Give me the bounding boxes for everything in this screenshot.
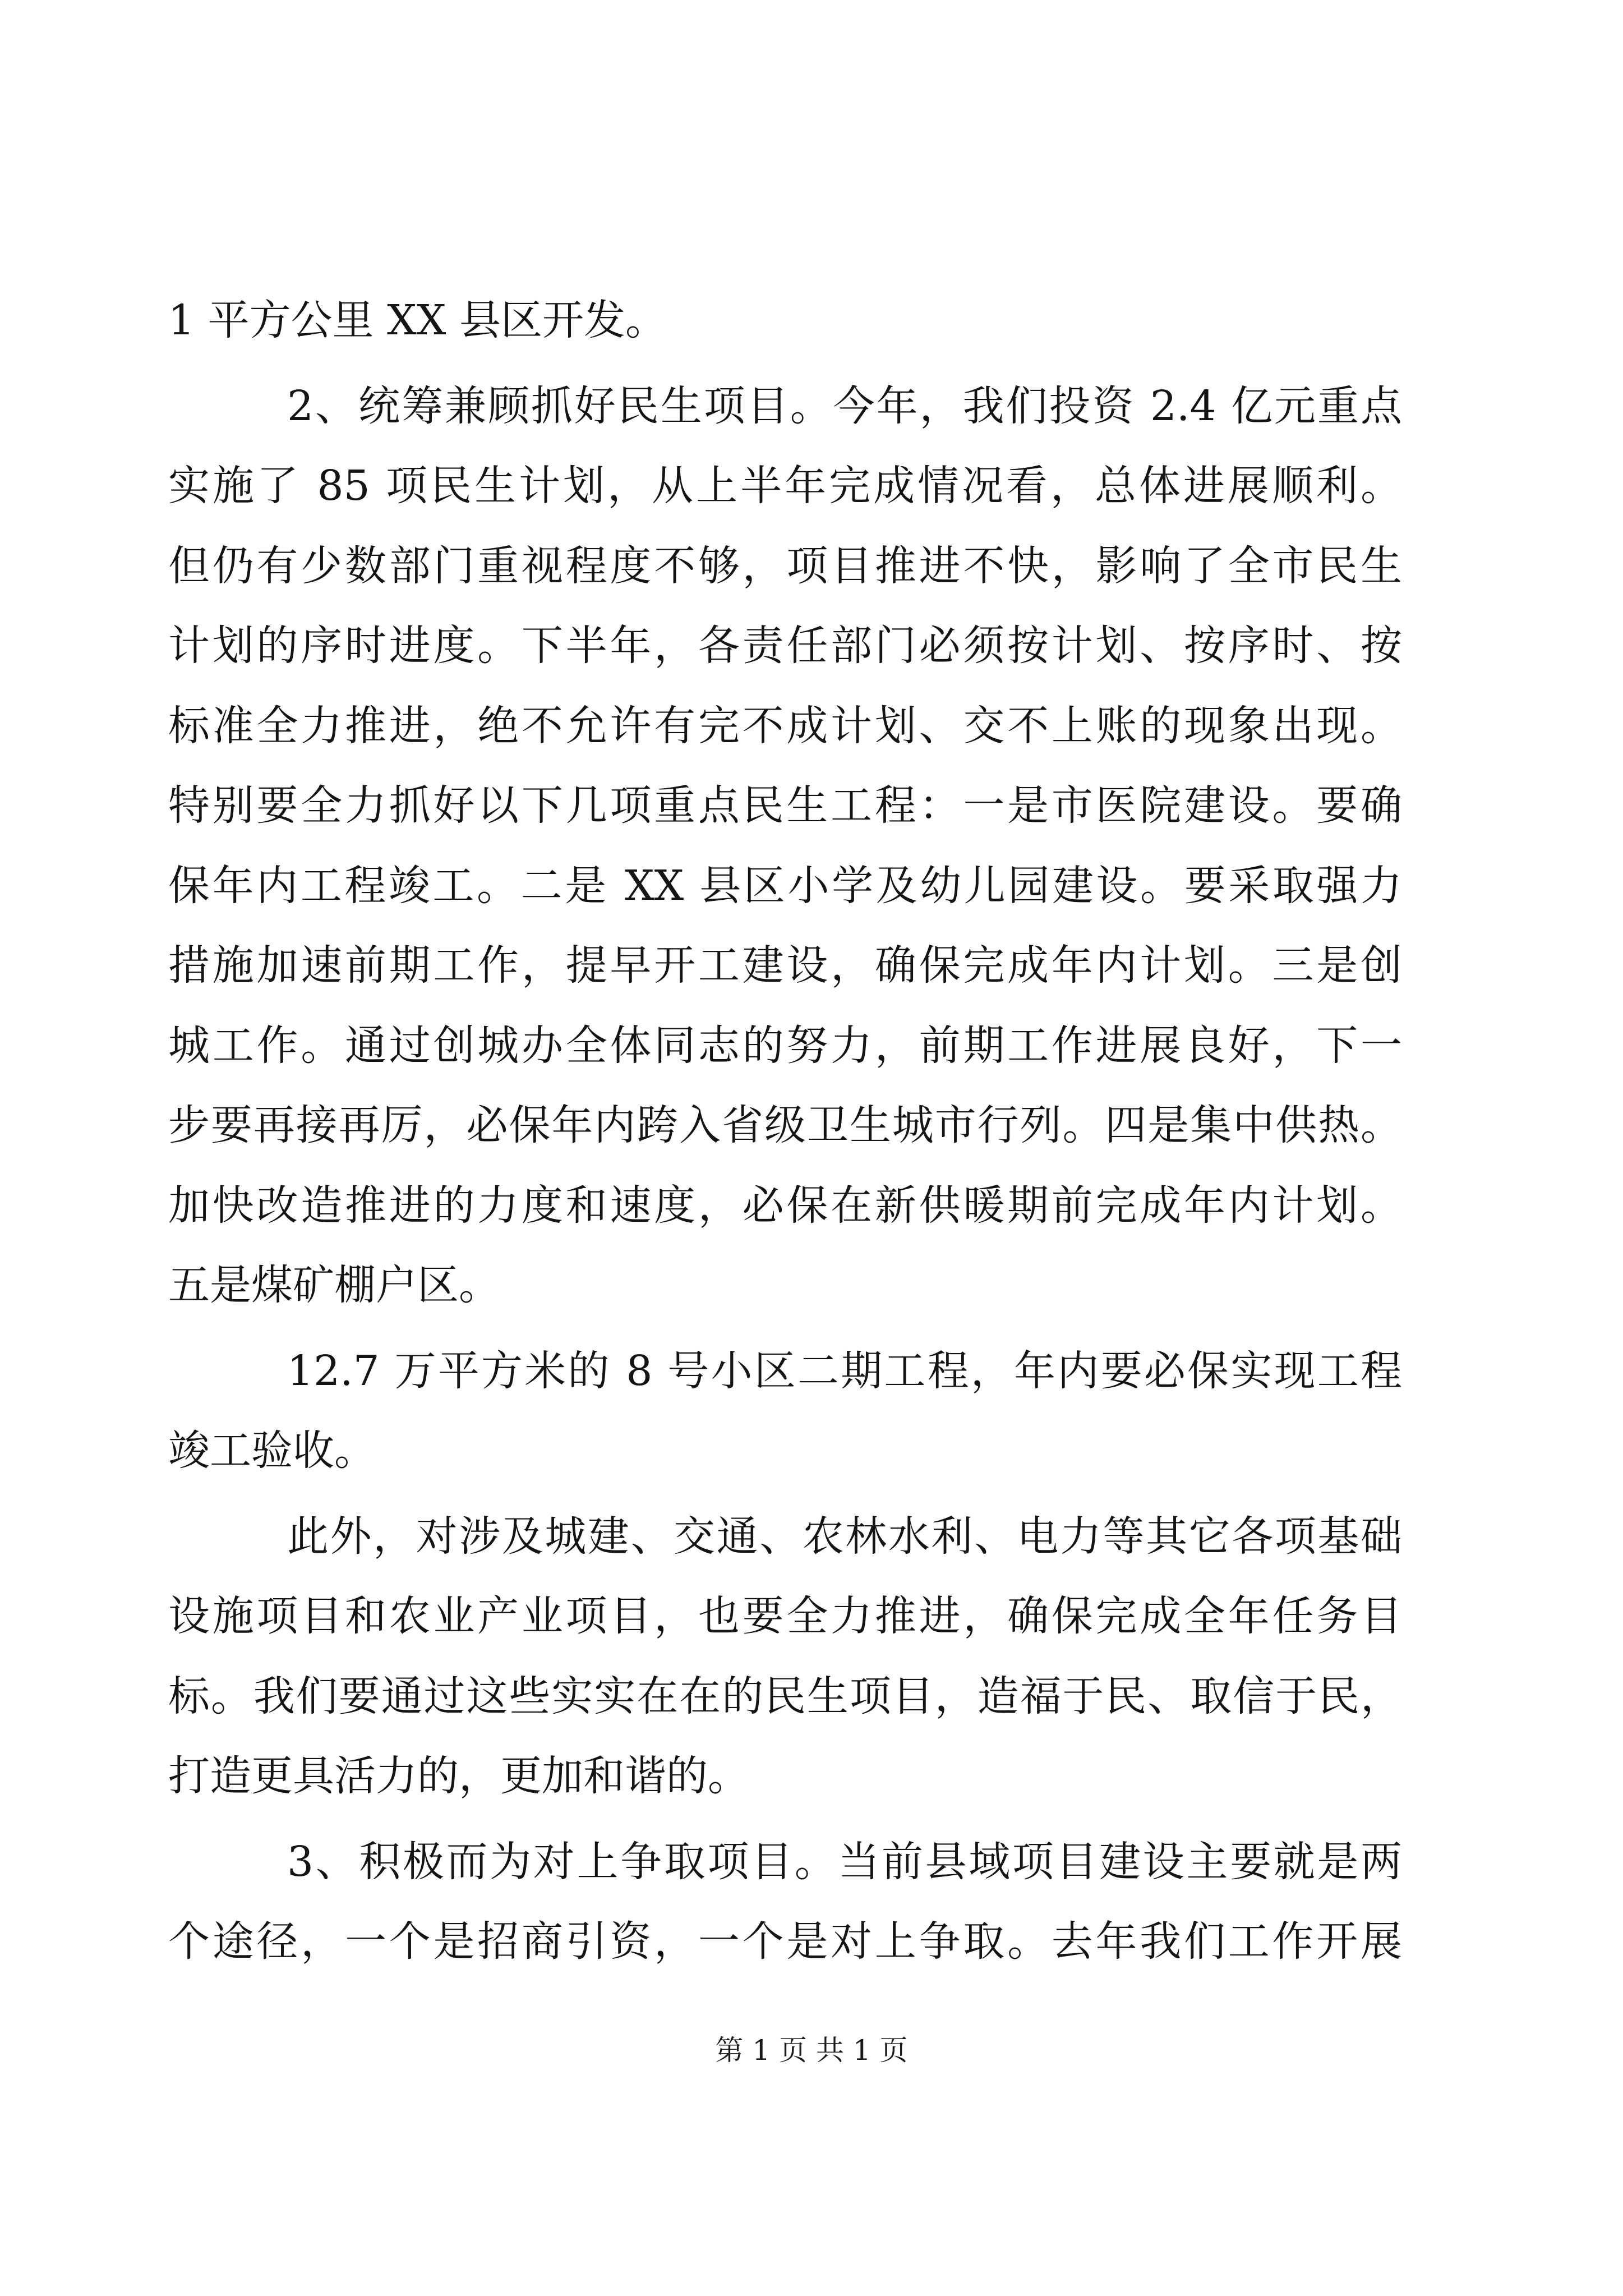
text-line: 设施项目和农业产业项目，也要全力推进，确保完成全年任务目 [168,1592,1402,1640]
text-line: 加快改造推进的力度和速度，必保在新供暖期前完成年内计划。 [168,1181,1402,1230]
text-line: 五是煤矿棚户区。 [168,1261,500,1309]
paragraph [168,280,1402,361]
text-line: 打造更具活力的，更加和谐的。 [168,1752,749,1800]
paragraph [168,1822,1402,1982]
text-line: 竣工验收。 [168,1427,376,1475]
paragraph [168,1497,1402,1816]
text-line: 2、统筹兼顾抓好民生项目。今年，我们投资 2.4 亿元重点 [287,381,1402,430]
page-number-footer: 第 1 页 共 1 页 [715,2034,908,2067]
text-line: 12.7 万平方米的 8 号小区二期工程，年内要必保实现工程 [287,1346,1402,1395]
text-line: 3、积极而为对上争取项目。当前县域项目建设主要就是两 [287,1837,1402,1886]
paragraph [168,1331,1402,1491]
text-line: 标准全力推进，绝不允许有完不成计划、交不上账的现象出现。 [168,701,1402,750]
text-line: 标。我们要通过这些实实在在的民生项目，造福于民、取信于民， [168,1672,1402,1720]
text-line: 实施了 85 项民生计划，从上半年完成情况看，总体进展顺利。 [168,462,1402,510]
text-line: 计划的序时进度。下半年，各责任部门必须按计划、按序时、按 [168,622,1402,670]
text-line: 保年内工程竣工。二是 XX 县区小学及幼儿园建设。要采取强力 [168,861,1402,910]
document-body [168,280,1402,1982]
paragraph [168,366,1402,1326]
text-line: 1 平方公里 XX 县区开发。 [168,296,667,344]
text-line: 个途径，一个是招商引资，一个是对上争取。去年我们工作开展 [168,1917,1402,1966]
text-line: 特别要全力抓好以下几项重点民生工程：一是市医院建设。要确 [168,781,1402,830]
text-line: 措施加速前期工作，提早开工建设，确保完成年内计划。三是创 [168,941,1402,990]
text-line: 此外，对涉及城建、交通、农林水利、电力等其它各项基础 [287,1512,1402,1561]
text-line: 城工作。通过创城办全体同志的努力，前期工作进展良好，下一 [168,1021,1402,1070]
text-line: 但仍有少数部门重视程度不够，项目推进不快，影响了全市民生 [168,541,1402,590]
text-line: 步要再接再厉，必保年内跨入省级卫生城市行列。四是集中供热。 [168,1101,1402,1149]
